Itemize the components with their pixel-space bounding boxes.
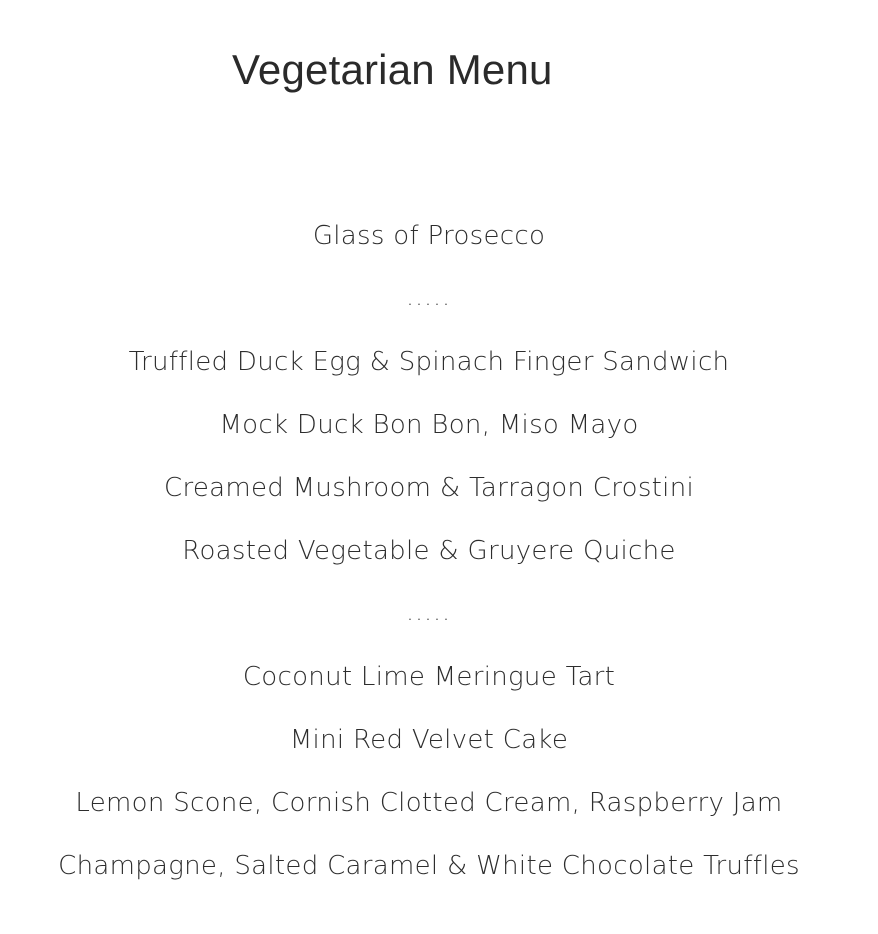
- menu-item-sweet: Lemon Scone, Cornish Clotted Cream, Raspberry Jam: [75, 788, 783, 818]
- menu-item-drink: Glass of Prosecco: [312, 221, 546, 251]
- menu-item-sweet: Champagne, Salted Caramel & White Chocolate Truffles: [58, 851, 800, 881]
- menu-item-sweet: Mini Red Velvet Cake: [289, 725, 569, 755]
- menu-item-savoury: Truffled Duck Egg & Spinach Finger Sandwich: [128, 347, 730, 377]
- menu-item-sweet: Coconut Lime Meringue Tart: [242, 662, 616, 692]
- menu-item-savoury: Creamed Mushroom & Tarragon Crostini: [163, 473, 694, 503]
- menu-list: [0, 214, 858, 907]
- menu-item-savoury: Roasted Vegetable & Gruyere Quiche: [182, 536, 676, 566]
- section-separator: .....: [406, 286, 452, 311]
- menu-item-savoury: Mock Duck Bon Bon, Miso Mayo: [219, 410, 639, 440]
- menu-title: Vegetarian Menu: [232, 46, 553, 93]
- section-separator: .....: [406, 601, 452, 626]
